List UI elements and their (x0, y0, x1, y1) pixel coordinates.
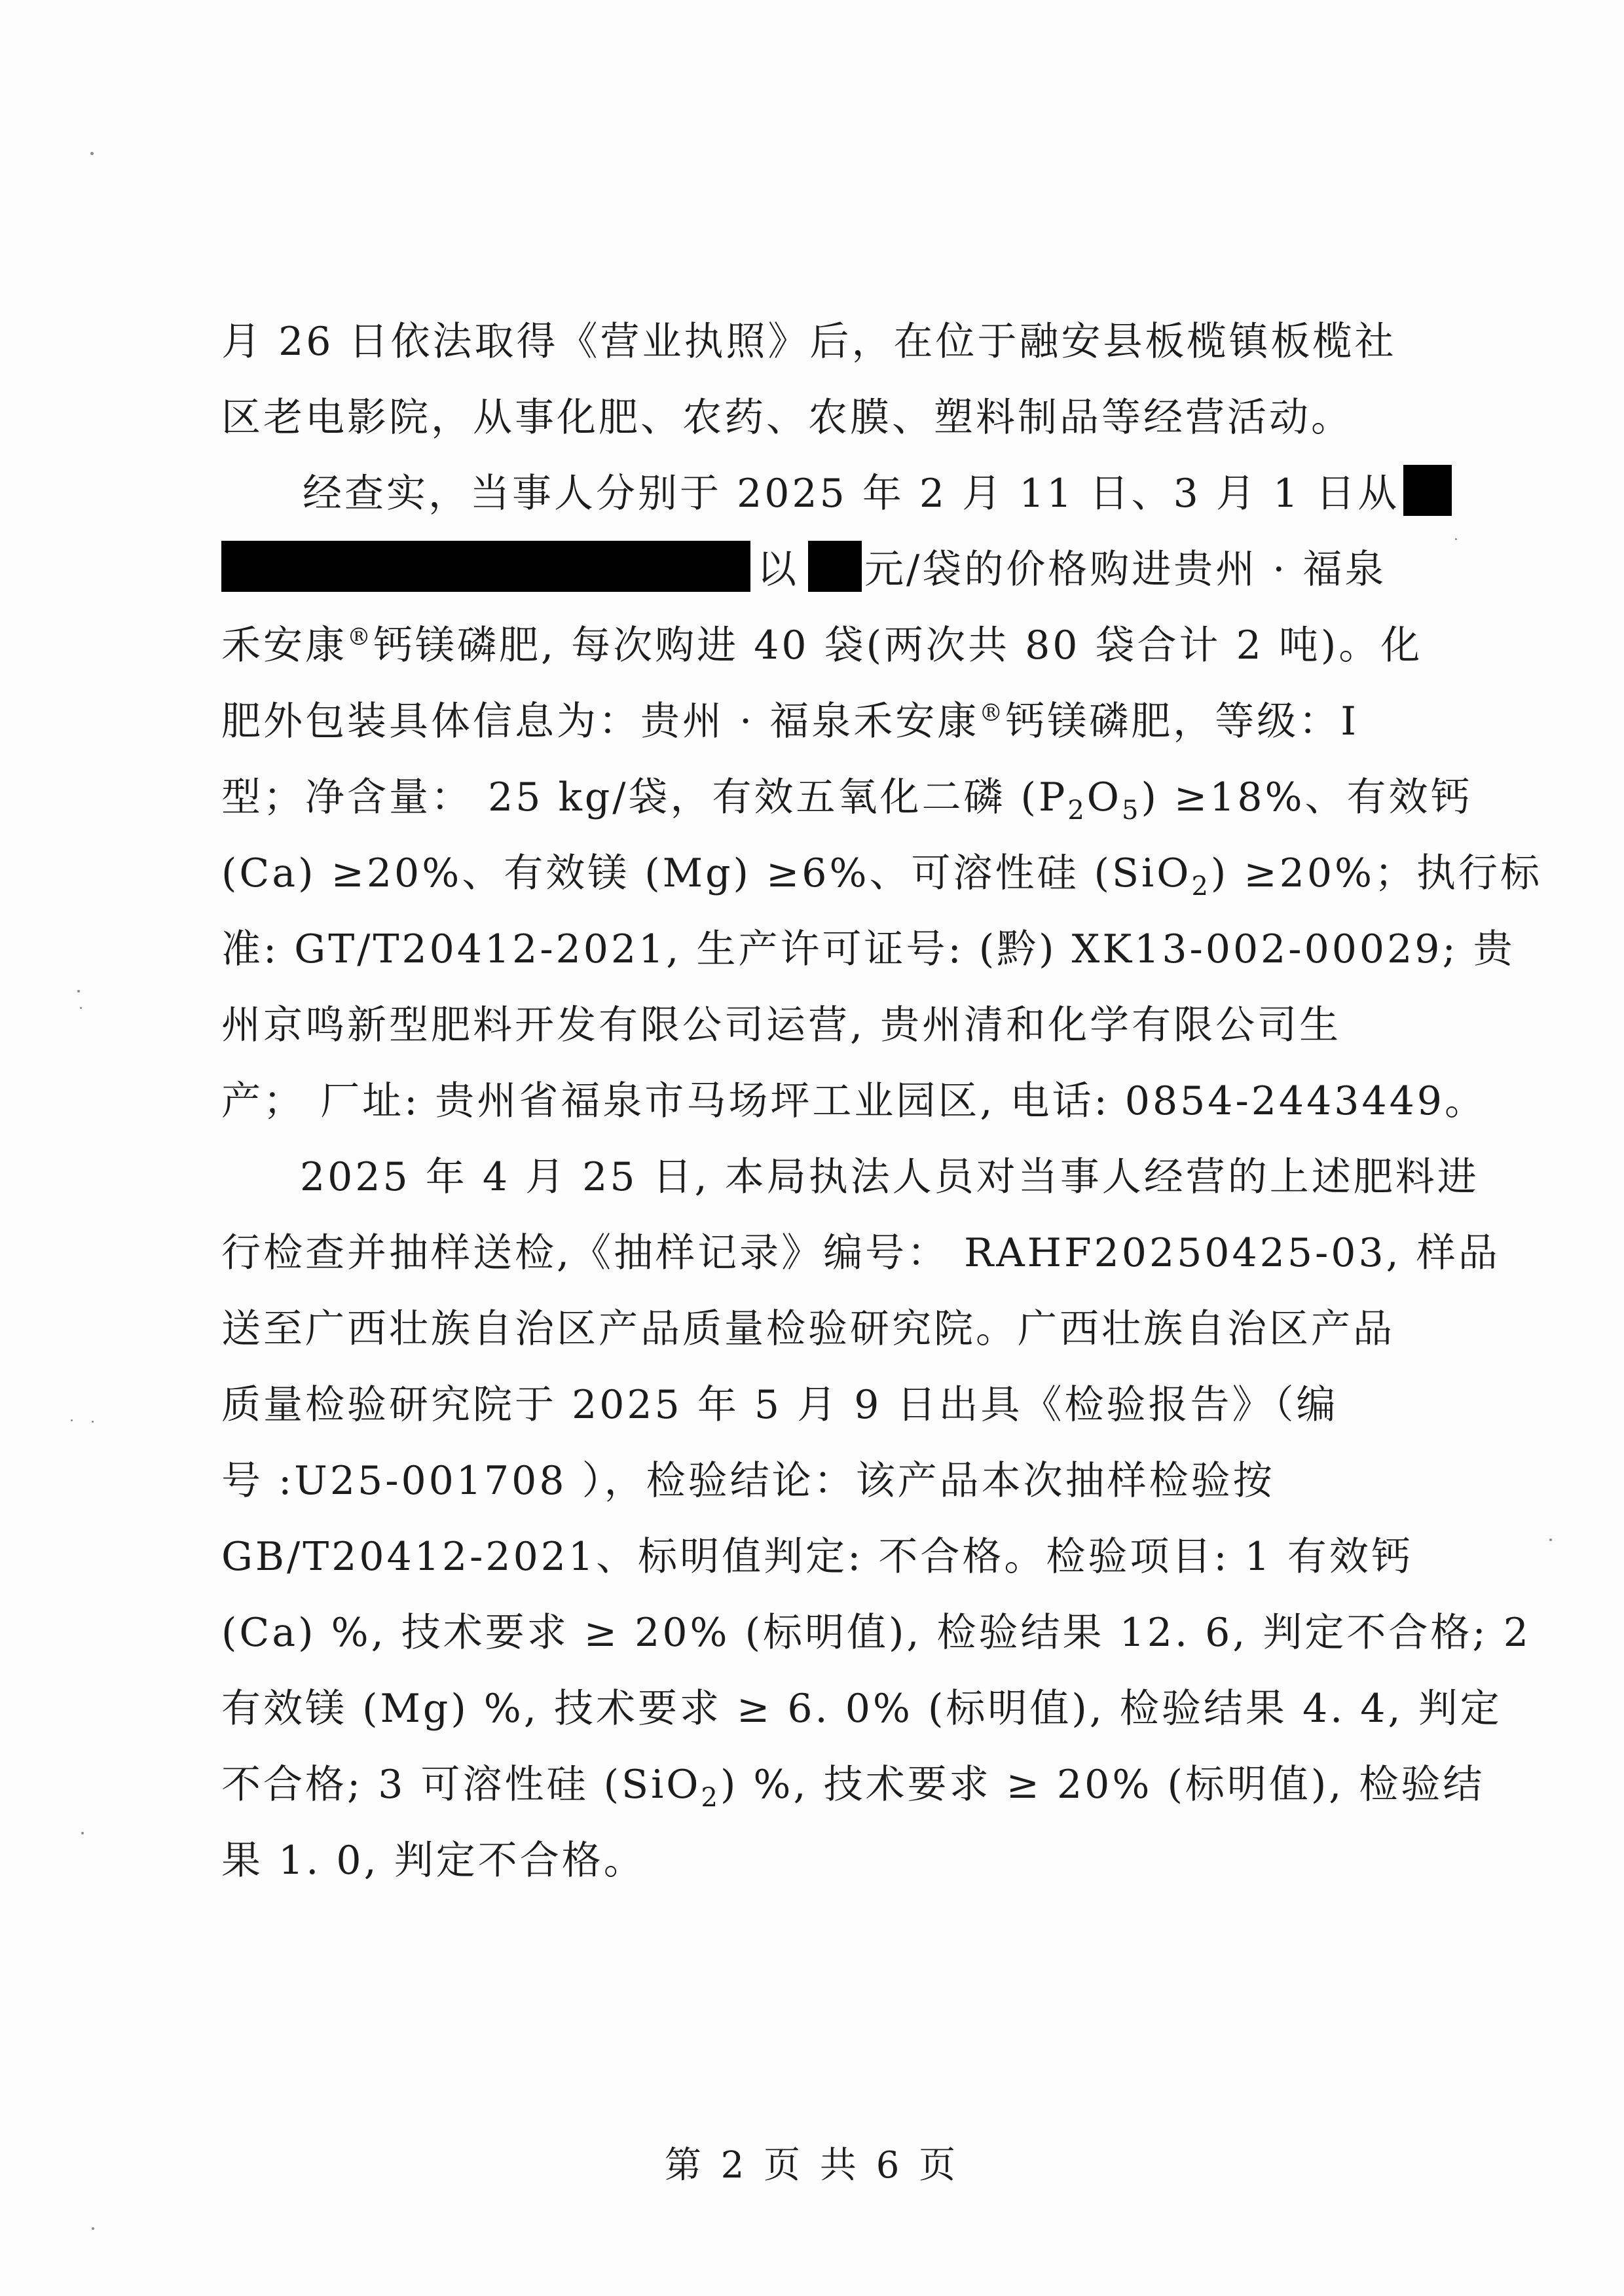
scan-speck (80, 1007, 82, 1009)
redaction-block (1403, 465, 1452, 516)
text-segment: 肥外包装具体信息为：贵州 · 福泉禾安康 (221, 699, 980, 744)
text-segment: 经查实，当事人分别于 2025 年 2 月 11 日、3 月 1 日从 (303, 471, 1400, 517)
text-segment: 元/袋的价格购进贵州 · 福泉 (864, 547, 1387, 592)
subscript: 5 (1121, 795, 1141, 826)
text-line: (Ca) %, 技术要求 ≥ 20% (标明值), 检验结果 12. 6, 判定不合格; 2 (221, 1610, 1531, 1656)
subscript: 2 (1067, 795, 1087, 826)
scan-speck (71, 1419, 73, 1421)
text-line (221, 765, 1473, 830)
text-segment: ) ≥20%；执行标 (1210, 850, 1543, 896)
text-line: 州京鸣新型肥料开发有限公司运营, 贵州清和化学有限公司生 (221, 1002, 1342, 1048)
text-line (221, 613, 1422, 678)
page-number: 第 2 页 共 6 页 (664, 2144, 960, 2187)
text-line: 号 :U25-001708 ），检验结论：该产品本次抽样检验按 (221, 1458, 1275, 1504)
text-line (221, 689, 1359, 754)
scan-speck (1455, 538, 1457, 540)
text-line: 产； 厂址: 贵州省福泉市马场坪工业园区, 电话: 0854-2443449。 (221, 1078, 1486, 1124)
registered-mark: ® (979, 700, 1006, 727)
subscript: 2 (701, 1783, 720, 1813)
text-line: 送至广西壮族自治区产品质量检验研究院。广西壮族自治区产品 (221, 1306, 1395, 1352)
scan-speck (92, 1421, 94, 1423)
text-segment: ) %, 技术要求 ≥ 20% (标明值), 检验结 (720, 1762, 1485, 1808)
text-line: 2025 年 4 月 25 日, 本局执法人员对当事人经营的上述肥料进 (300, 1154, 1479, 1200)
text-line (221, 1752, 1485, 1817)
text-line (303, 461, 1452, 526)
scan-speck (92, 2227, 94, 2230)
text-segment: (Ca) ≥20%、有效镁 (Mg) ≥6%、可溶性硅 (SiO (221, 850, 1192, 896)
text-line: 月 26 日依法取得《营业执照》后，在位于融安县板榄镇板榄社 (221, 319, 1397, 365)
redaction-block (221, 541, 750, 592)
text-segment: 禾安康 (221, 623, 347, 668)
redaction-block (808, 541, 862, 592)
subscript: 2 (1191, 871, 1211, 902)
text-segment: ) ≥18%、有效钙 (1141, 774, 1473, 820)
scan-speck (90, 152, 94, 155)
scan-speck (1549, 1539, 1552, 1541)
registered-mark: ® (347, 624, 373, 651)
text-segment: 钙镁磷肥, 每次购进 40 袋(两次共 80 袋合计 2 吨)。化 (373, 623, 1423, 668)
scan-speck (81, 1832, 84, 1834)
text-line: 果 1. 0, 判定不合格。 (221, 1838, 646, 1884)
text-line: 质量检验研究院于 2025 年 5 月 9 日出具《检验报告》（编 (221, 1382, 1338, 1428)
text-segment: 钙镁磷肥，等级：I (1005, 699, 1359, 744)
text-line: 行检查并抽样送检,《抽样记录》编号： RAHF20250425-03, 样品 (221, 1230, 1500, 1276)
text-line (221, 841, 1542, 906)
text-line: GB/T20412-2021、标明值判定: 不合格。检验项目: 1 有效钙 (221, 1534, 1413, 1580)
text-segment: 不合格; 3 可溶性硅 (SiO (221, 1762, 701, 1808)
text-line (221, 537, 1386, 602)
text-segment: O (1086, 774, 1122, 820)
text-line: 有效镁 (Mg) %, 技术要求 ≥ 6. 0% (标明值), 检验结果 4. 4, 判定 (221, 1686, 1502, 1732)
scan-speck (77, 990, 80, 993)
text-line: 区老电影院，从事化肥、农药、农膜、塑料制品等经营活动。 (221, 395, 1353, 441)
text-segment: 以 (757, 547, 799, 592)
text-segment: 型；净含量： 25 kg/袋，有效五氧化二磷 (P (221, 774, 1068, 820)
text-line: 准: GT/T20412-2021, 生产许可证号: (黔) XK13-002-00029; 贵 (221, 926, 1515, 972)
